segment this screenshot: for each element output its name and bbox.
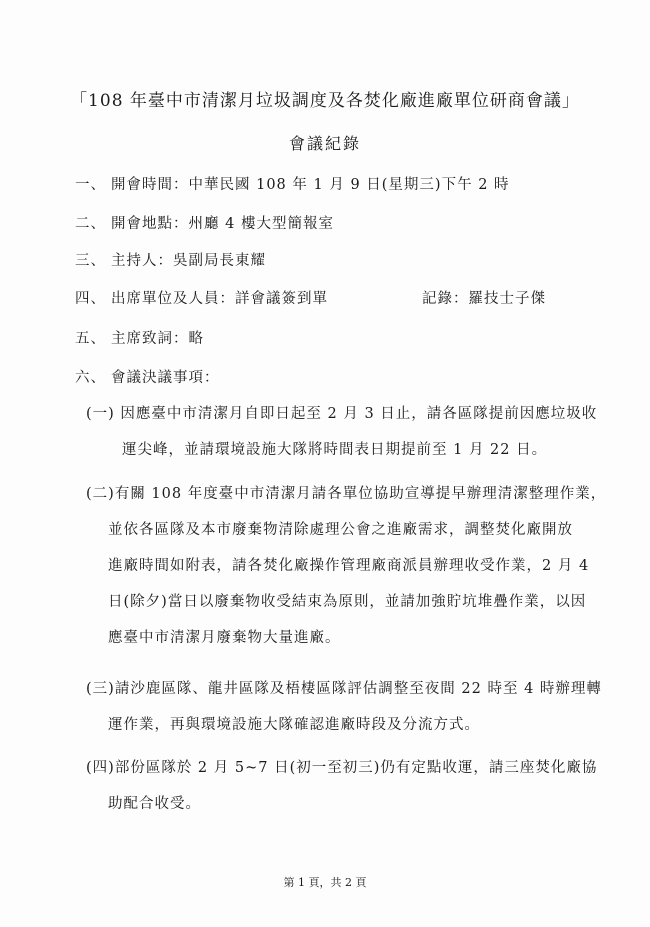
item-chairperson [75, 249, 266, 270]
item-meeting-time [75, 173, 510, 194]
resolution-2 [86, 476, 607, 656]
resolution-1 [86, 396, 598, 468]
item-text: 開會時間：中華民國 108 年 1 月 9 日(星期三)下午 2 時 [111, 177, 510, 193]
item-text: 主席致詞：略 [111, 331, 204, 347]
item-number: 二、 [75, 216, 106, 232]
resolution-line: (三)請沙鹿區隊、龍井區隊及梧棲區隊評估調整至夜間 22 時至 4 時辦理轉 [86, 681, 602, 697]
item-text: 開會地點：州廳 4 樓大型簡報室 [111, 216, 334, 232]
resolution-line: (一) 因應臺中市清潔月自即日起至 2 月 3 日止，請各區隊提前因應垃圾收 [86, 406, 598, 422]
recorder-label: 記錄：羅技士子傑 [422, 291, 546, 307]
resolution-line: 並依各區隊及本市廢棄物清除處理公會之進廠需求，調整焚化廠開放 [108, 522, 573, 538]
item-resolutions-heading [75, 366, 220, 387]
item-text: 主持人：吳副局長東耀 [111, 253, 266, 269]
item-number: 四、 [75, 291, 106, 307]
resolution-3 [86, 671, 602, 743]
item-attendees [75, 287, 328, 308]
resolution-line: 運尖峰，並請環境設施大隊將時間表日期提前至 1 月 22 日。 [122, 442, 548, 458]
item-text: 出席單位及人員：詳會議簽到單 [111, 291, 328, 307]
item-number: 五、 [75, 331, 106, 347]
item-number: 三、 [75, 253, 106, 269]
page-number: 第 1 頁，共 2 頁 [283, 876, 367, 889]
item-meeting-place [75, 212, 334, 233]
resolution-line: (二)有關 108 年度臺中市清潔月請各單位協助宣導提早辦理清潔整理作業， [86, 486, 607, 502]
resolution-line: 日(除夕)當日以廢棄物收受結束為原則，並請加強貯坑堆疊作業，以因 [108, 594, 587, 610]
document-title: 「108 年臺中市清潔月垃圾調度及各焚化廠進廠單位研商會議」 [70, 91, 580, 111]
resolution-4 [86, 750, 598, 822]
resolution-line: 進廠時間如附表，請各焚化廠操作管理廠商派員辦理收受作業，2 月 4 [108, 558, 590, 574]
resolution-line: (四)部份區隊於 2 月 5~7 日(初一至初三)仍有定點收運，請三座焚化廠協 [86, 760, 598, 776]
resolution-line: 應臺中市清潔月廢棄物大量進廠。 [108, 630, 341, 646]
item-text: 會議決議事項： [111, 370, 220, 386]
item-chair-remarks [75, 327, 204, 348]
resolution-line: 助配合收受。 [108, 796, 201, 812]
item-number: 六、 [75, 370, 106, 386]
document-subtitle: 會議紀錄 [288, 134, 361, 153]
resolution-line: 運作業，再與環境設施大隊確認進廠時段及分流方式。 [108, 717, 480, 733]
item-number: 一、 [75, 177, 106, 193]
